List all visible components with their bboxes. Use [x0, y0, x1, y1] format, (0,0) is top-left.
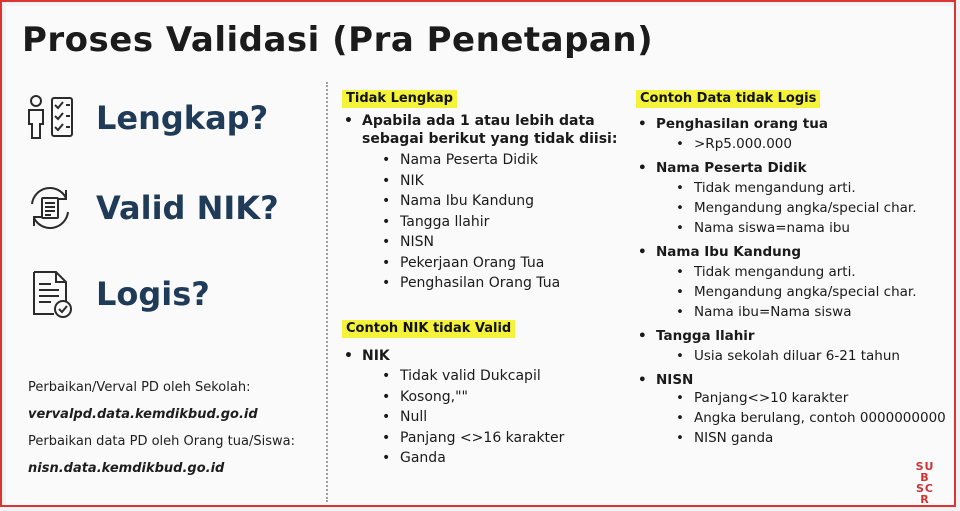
check-label: Logis?	[96, 275, 210, 313]
list-item: • Tidak valid Dukcapil	[342, 366, 632, 387]
list-item: • Pekerjaan Orang Tua	[342, 253, 642, 274]
url-vervalpd[interactable]: vervalpd.data.kemdikbud.go.id	[28, 407, 258, 422]
checklist-person-icon	[24, 92, 76, 144]
group-label: • Penghasilan orang tua	[636, 114, 951, 134]
nik-section	[342, 318, 632, 469]
list-item: • Tidak mengandung arti.	[636, 262, 951, 282]
list-item: • Nama Peserta Didik	[342, 150, 642, 171]
heading-tidak-lengkap: Tidak Lengkap	[342, 90, 457, 108]
list-item: • Tidak mengandung arti.	[636, 178, 951, 198]
document-check-icon	[24, 268, 76, 320]
page-title: Proses Validasi (Pra Penetapan)	[22, 20, 654, 60]
group-items	[636, 262, 951, 322]
list-item: • >Rp5.000.000	[636, 134, 951, 154]
sync-document-icon	[24, 182, 76, 234]
list-item: • Ganda	[342, 448, 632, 469]
incomplete-list	[342, 112, 642, 148]
list-item	[342, 112, 642, 148]
group-items	[636, 346, 951, 366]
illogical-group	[636, 370, 951, 390]
group-items	[636, 134, 951, 154]
subscribe-watermark: SUB SCR	[915, 460, 935, 506]
list-item: • Nama siswa=nama ibu	[636, 218, 951, 238]
list-item: • Usia sekolah diluar 6-21 tahun	[636, 346, 951, 366]
list-item: • NISN	[342, 232, 642, 253]
incomplete-section	[342, 88, 642, 294]
note-school: Perbaikan/Verval PD oleh Sekolah:	[28, 380, 251, 395]
check-valid-nik	[24, 182, 279, 234]
list-item: • Mengandung angka/special char.	[636, 282, 951, 302]
list-item: • Nama Ibu Kandung	[342, 191, 642, 212]
note-parents: Perbaikan data PD oleh Orang tua/Siswa:	[28, 434, 295, 449]
divider	[326, 82, 328, 502]
list-item: • Kosong,""	[342, 387, 632, 408]
url-nisn[interactable]: nisn.data.kemdikbud.go.id	[28, 461, 225, 476]
incomplete-intro: Apabila ada 1 atau lebih data sebagai berikut yang tidak diisi:	[362, 113, 618, 147]
list-item: • Null	[342, 407, 632, 428]
check-logis	[24, 268, 210, 320]
list-item: • Mengandung angka/special char.	[636, 198, 951, 218]
illogical-group	[636, 158, 951, 178]
list-item: • Nama ibu=Nama siswa	[636, 302, 951, 322]
list-item: • Panjang<>10 karakter	[636, 390, 951, 407]
correction-notes	[28, 374, 295, 482]
group-items	[636, 390, 951, 447]
group-label: • Tangga llahir	[636, 326, 951, 346]
illogical-group	[636, 114, 951, 134]
illogical-group	[636, 326, 951, 346]
group-label: • Nama Ibu Kandung	[636, 242, 951, 262]
group-label: • Nama Peserta Didik	[636, 158, 951, 178]
group-items	[636, 178, 951, 238]
list-item: • NIK	[342, 171, 642, 192]
check-label: Valid NIK?	[96, 189, 279, 227]
illogical-section	[636, 88, 951, 447]
slide	[6, 6, 954, 505]
check-label: Lengkap?	[96, 99, 269, 137]
list-item: • Panjang <>16 karakter	[342, 428, 632, 449]
list-item: • Tangga llahir	[342, 212, 642, 233]
group-label: • NISN	[636, 370, 951, 390]
incomplete-items	[342, 150, 642, 294]
list-item: • NISN ganda	[636, 430, 951, 447]
heading-tidak-logis: Contoh Data tidak Logis	[636, 90, 820, 108]
nik-list	[342, 346, 632, 366]
nik-items	[342, 366, 632, 469]
list-item: • Angka berulang, contoh 0000000000	[636, 410, 951, 427]
illogical-group	[636, 242, 951, 262]
nik-label: • NIK	[342, 346, 632, 366]
list-item: • Penghasilan Orang Tua	[342, 273, 642, 294]
heading-nik-tidak-valid: Contoh NIK tidak Valid	[342, 320, 515, 338]
check-lengkap	[24, 92, 268, 144]
